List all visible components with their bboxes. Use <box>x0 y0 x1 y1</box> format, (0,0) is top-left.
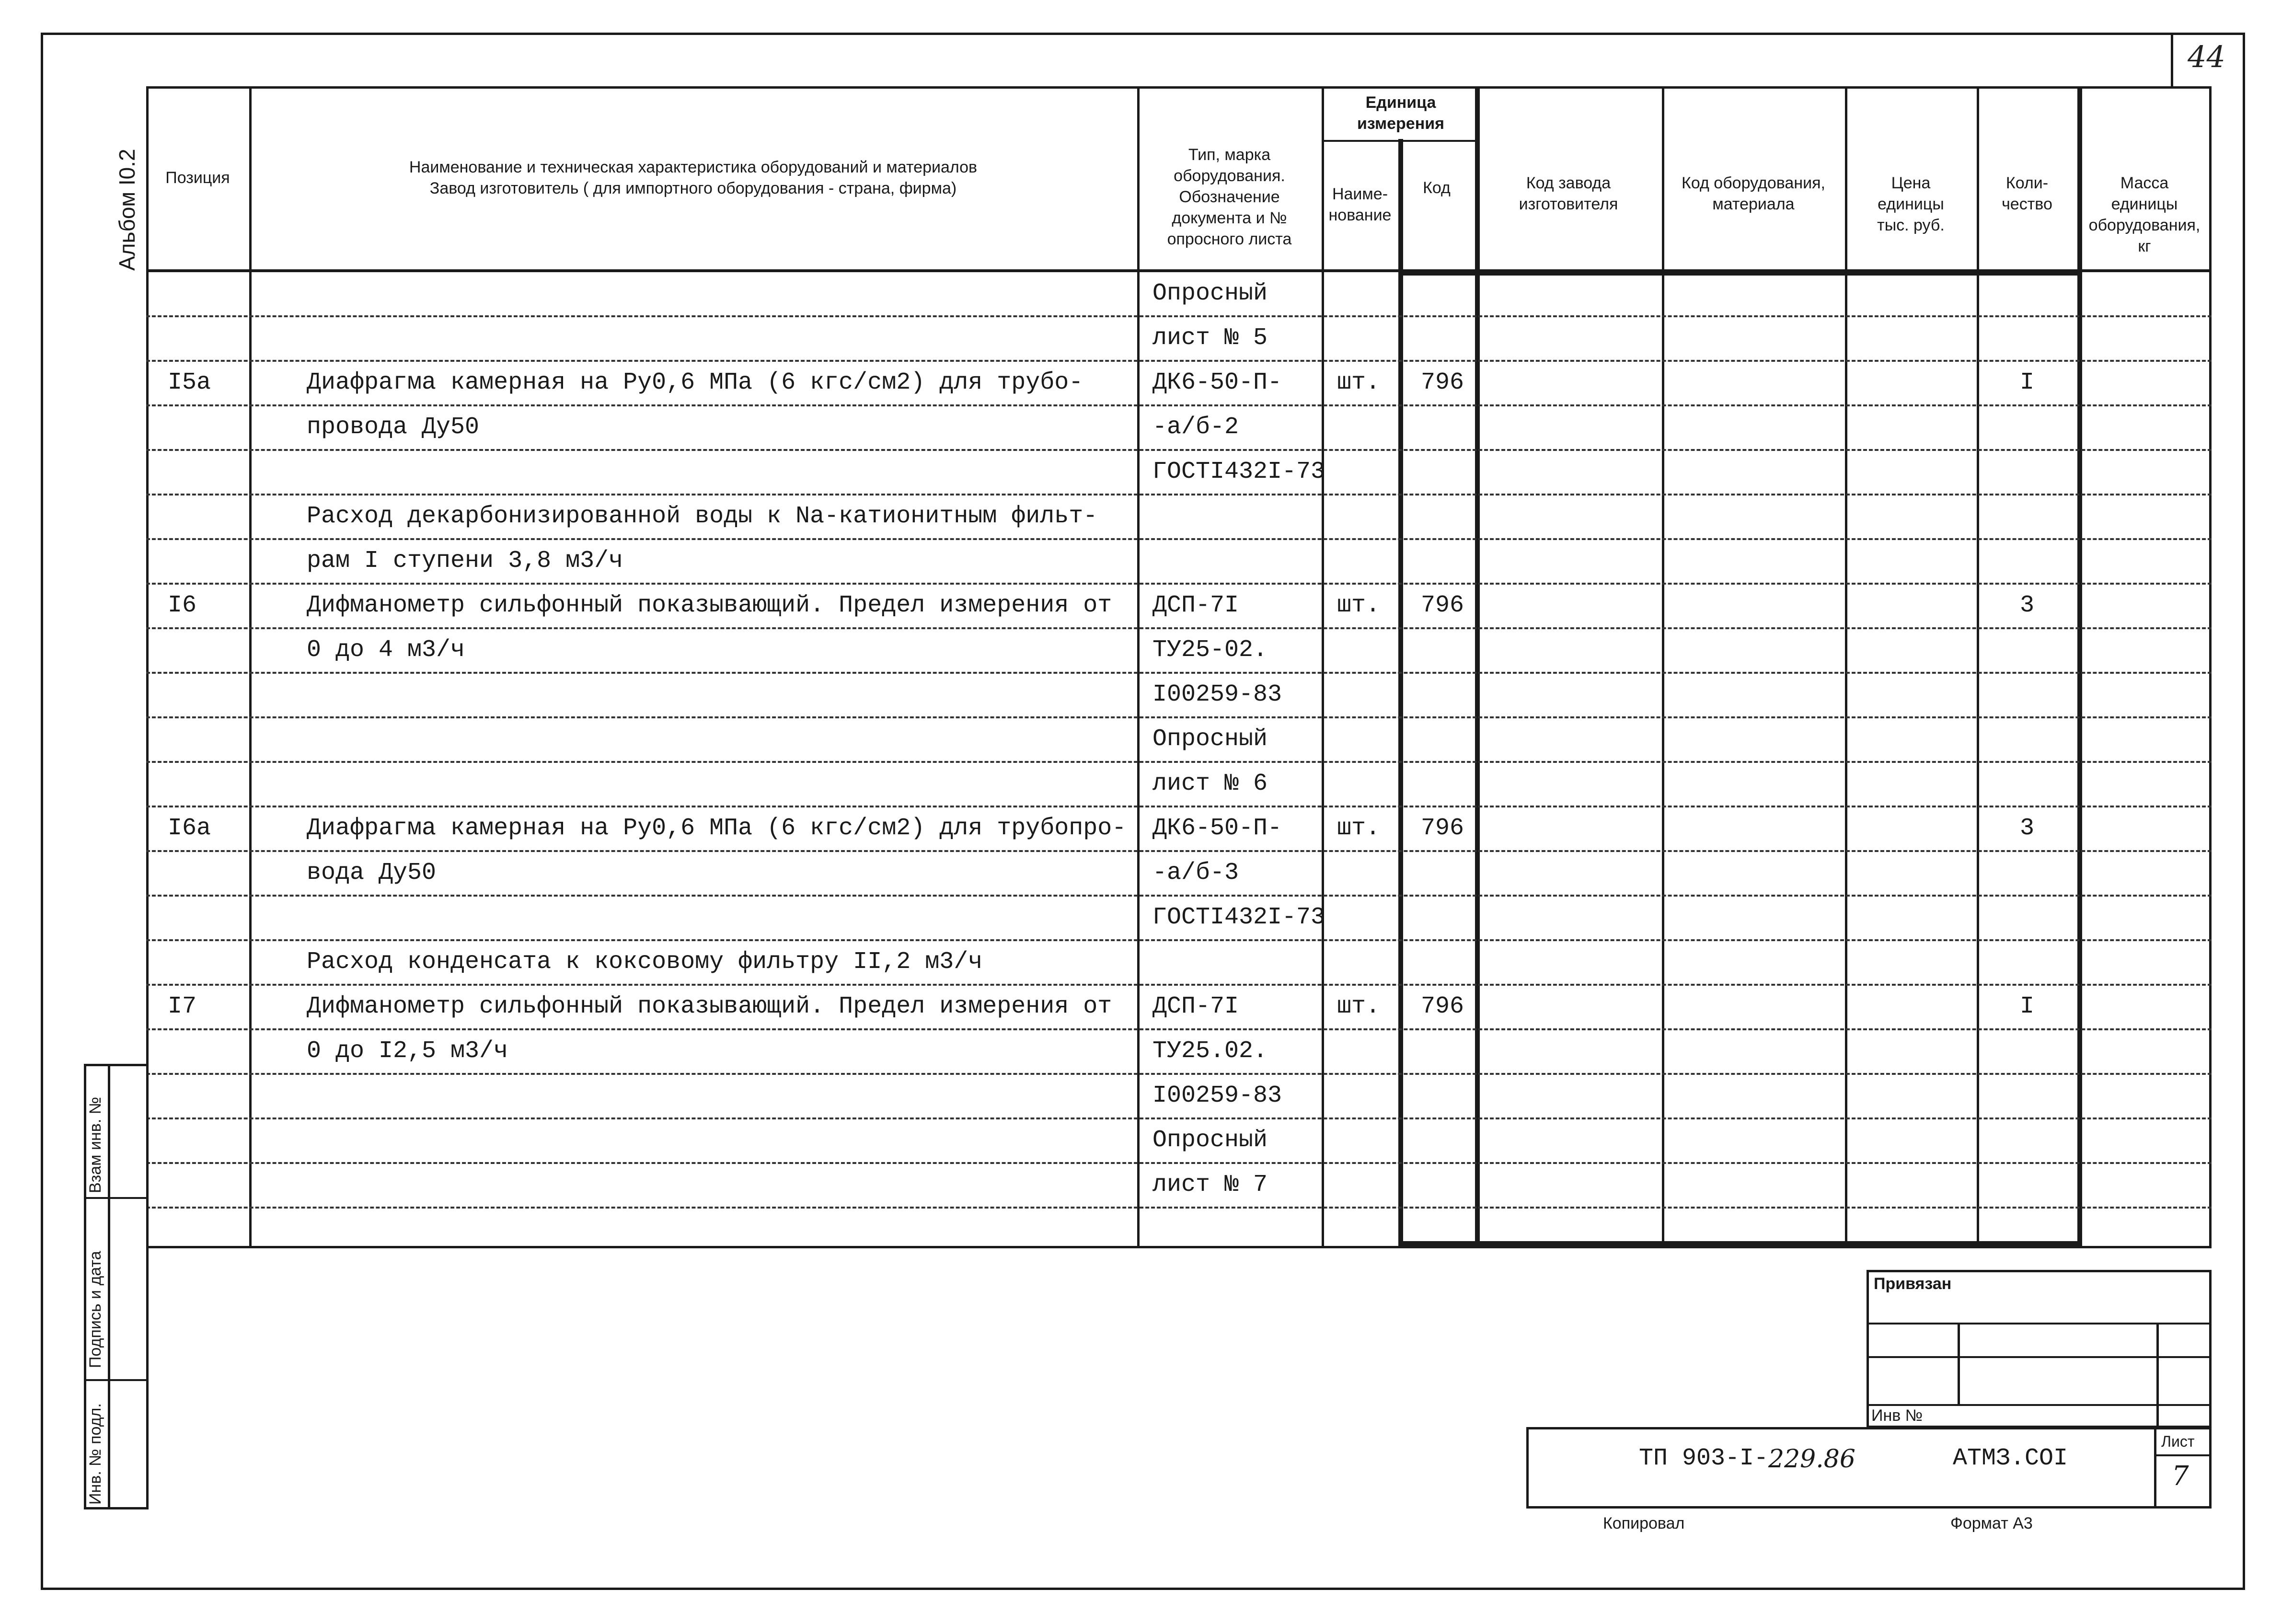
col-line <box>1398 139 1403 1246</box>
row-unit: шт. <box>1337 369 1381 396</box>
row-type: ДСП-7I <box>1152 993 1239 1020</box>
privyazan-line <box>1867 1404 2212 1406</box>
header-position: Позиция <box>165 169 230 187</box>
row-name: провода Ду50 <box>307 414 480 441</box>
row-separator <box>146 583 2212 585</box>
row-code: 796 <box>1421 815 1464 842</box>
side-podpis-label: Подпись и дата <box>86 1251 104 1368</box>
doc-code-block <box>1526 1427 2212 1509</box>
row-name: Диафрагма камерная на Ру0,6 МПа (6 кгс/см2) для трубо- <box>307 369 1083 396</box>
side-vzam-label: Взам инв. № <box>86 1096 104 1193</box>
row-type: лист № 7 <box>1152 1171 1268 1198</box>
side-stamp-divider <box>84 1197 149 1199</box>
doc-code: АТМЗ.СОI <box>1953 1445 2068 1472</box>
row-name: Расход конденсата к коксовому фильтру II,2 м3/ч <box>307 948 983 976</box>
row-type: лист № 5 <box>1152 324 1268 352</box>
row-separator <box>146 538 2212 540</box>
row-position: I6 <box>168 592 197 619</box>
privyazan-line <box>1867 1323 2212 1325</box>
row-separator <box>146 315 2212 317</box>
inv-no-label: Инв № <box>1871 1406 1923 1425</box>
row-unit: шт. <box>1337 592 1381 619</box>
privyazan-vline <box>2156 1323 2159 1428</box>
row-quantity: I <box>2020 993 2035 1020</box>
header-equipment-code: Код оборудования, материала <box>1682 174 1825 213</box>
row-name: рам I ступени 3,8 м3/ч <box>307 547 623 575</box>
row-separator <box>146 404 2212 406</box>
row-type: Опросный <box>1152 280 1268 307</box>
boxed-bottom-line <box>1398 1241 2082 1246</box>
row-separator <box>146 939 2212 941</box>
row-type: ДК6-50-П- <box>1152 369 1282 396</box>
row-name: Расход декарбонизированной воды к Na-катионитным фильт- <box>307 503 1098 530</box>
row-name: 0 до I2,5 м3/ч <box>307 1037 508 1065</box>
row-unit: шт. <box>1337 815 1381 842</box>
row-code: 796 <box>1421 592 1464 619</box>
row-quantity: 3 <box>2020 592 2035 619</box>
row-separator <box>146 494 2212 495</box>
row-type: I00259-83 <box>1152 1082 1282 1109</box>
row-quantity: I <box>2020 369 2035 396</box>
header-mass: Масса единицы оборудования, кг <box>2088 174 2201 255</box>
row-type: I00259-83 <box>1152 681 1282 708</box>
row-separator <box>146 1117 2212 1119</box>
row-type: Опросный <box>1152 726 1268 753</box>
row-position: I6а <box>168 815 211 842</box>
row-type: ГОСТI432I-73 <box>1152 458 1325 485</box>
row-code: 796 <box>1421 993 1464 1020</box>
row-name: вода Ду50 <box>307 859 437 887</box>
doc-number-prefix: ТП 903-I- <box>1639 1445 1769 1472</box>
row-separator <box>146 360 2212 362</box>
list-number: 7 <box>2172 1461 2189 1492</box>
row-code: 796 <box>1421 369 1464 396</box>
privyazan-label: Привязан <box>1874 1275 1952 1293</box>
row-quantity: 3 <box>2020 815 2035 842</box>
row-type: ТУ25.02. <box>1152 1037 1268 1065</box>
kopiroval-label: Копировал <box>1603 1514 1685 1532</box>
privyazan-line <box>1867 1356 2212 1358</box>
row-separator <box>146 1028 2212 1030</box>
album-label: Альбом I0.2 <box>115 149 139 271</box>
row-separator <box>146 449 2212 451</box>
header-factory-code: Код завода изготовителя <box>1519 174 1618 213</box>
header-type: Тип, марка оборудования. Обозначение документа и № опросного листа <box>1167 146 1292 248</box>
row-name: Диафрагма камерная на Ру0,6 МПа (6 кгс/см2) для трубопро- <box>307 815 1127 842</box>
row-type: ДК6-50-П- <box>1152 815 1282 842</box>
row-separator <box>146 1207 2212 1209</box>
header-quantity: Коли- чество <box>2002 174 2052 213</box>
row-type: лист № 6 <box>1152 770 1268 797</box>
row-position: I7 <box>168 993 197 1020</box>
row-name: 0 до 4 м3/ч <box>307 636 465 664</box>
header-unit-name: Наиме- нование <box>1328 185 1392 224</box>
row-separator <box>146 895 2212 897</box>
row-position: I5а <box>168 369 211 396</box>
privyazan-vline <box>1958 1323 1960 1404</box>
format-label: Формат А3 <box>1950 1514 2033 1532</box>
row-type: ДСП-7I <box>1152 592 1239 619</box>
row-separator <box>146 1162 2212 1164</box>
doc-number-handwritten: 229.86 <box>1768 1445 1855 1474</box>
page-number: 44 <box>2188 39 2225 74</box>
list-label: Лист <box>2161 1433 2195 1450</box>
row-type: ТУ25-02. <box>1152 636 1268 664</box>
row-separator <box>146 716 2212 718</box>
row-type: -а/б-2 <box>1152 414 1239 441</box>
row-separator <box>146 1073 2212 1075</box>
row-separator <box>146 672 2212 674</box>
list-box-divider <box>2154 1454 2212 1456</box>
row-separator <box>146 806 2212 807</box>
row-name: Дифманометр сильфонный показывающий. Предел измерения от <box>307 993 1112 1020</box>
row-type: -а/б-3 <box>1152 859 1239 887</box>
side-inv-label: Инв. № подл. <box>86 1403 104 1505</box>
row-name: Дифманометр сильфонный показывающий. Предел измерения от <box>307 592 1112 619</box>
row-separator <box>146 761 2212 763</box>
list-box-line <box>2154 1427 2156 1509</box>
side-stamp-inner-line <box>108 1064 110 1509</box>
side-stamp-divider <box>84 1379 149 1381</box>
row-type: Опросный <box>1152 1127 1268 1154</box>
header-unit-code: Код <box>1423 179 1451 197</box>
row-type: ГОСТI432I-73 <box>1152 904 1325 931</box>
row-separator <box>146 984 2212 986</box>
row-separator <box>146 850 2212 852</box>
header-unit-group: Единица измерения <box>1357 93 1444 133</box>
header-name: Наименование и техническая характеристика оборудований и материалов Завод изготовитель ( для импортного оборудования - страна, фирма) <box>409 158 978 197</box>
row-unit: шт. <box>1337 993 1381 1020</box>
row-separator <box>146 627 2212 629</box>
page-number-box-left <box>2171 33 2173 86</box>
header-price: Цена единицы тыс. руб. <box>1877 174 1945 234</box>
